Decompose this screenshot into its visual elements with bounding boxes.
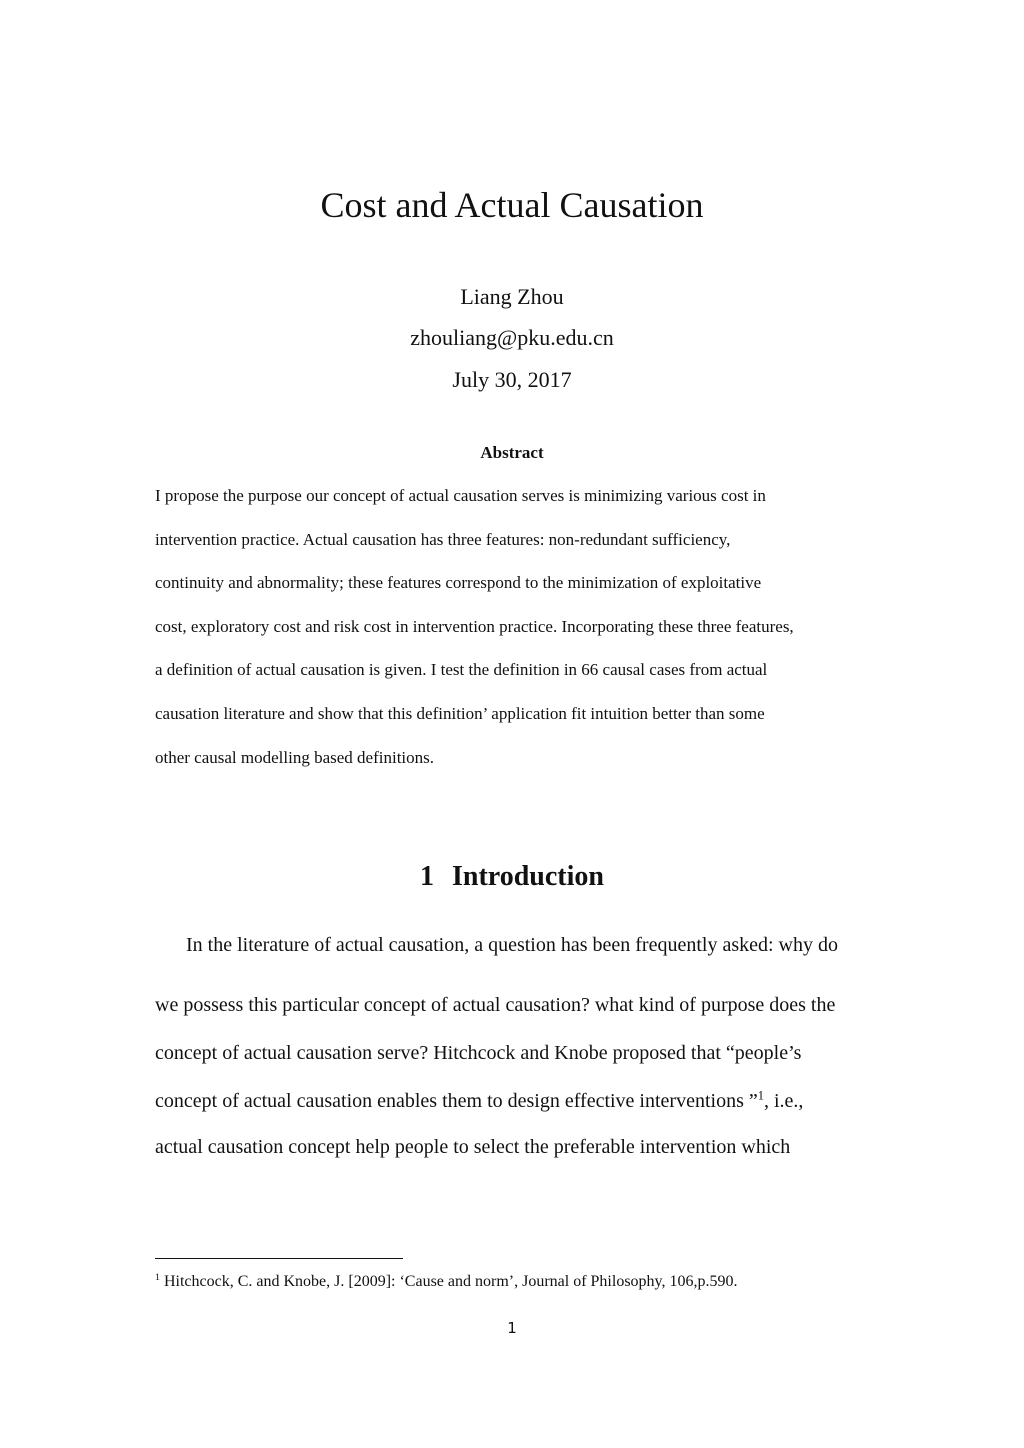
abstract-line: causation literature and show that this definition’ application fit intuition better than some	[155, 703, 765, 723]
intro-line-3: concept of actual causation serve? Hitchcock and Knobe proposed that “people’s	[155, 1042, 802, 1064]
footnote-marker: 1	[155, 1272, 160, 1284]
footnote-text: Hitchcock, C. and Knobe, J. [2009]: ‘Cause and norm’, Journal of Philosophy, 106,p.590.	[159, 1273, 738, 1290]
abstract-line: intervention practice. Actual causation has three features: non-redundant sufficiency,	[155, 529, 731, 549]
intro-line-5: actual causation concept help people to select the preferable intervention which	[155, 1136, 791, 1158]
intro-line-4-end: , i.e.,	[763, 1090, 804, 1112]
paper-title: Cost and Actual Causation	[320, 185, 704, 225]
abstract-line: other causal modelling based definitions.	[155, 747, 435, 767]
footnote-divider	[155, 1258, 403, 1259]
abstract-line: continuity and abnormality; these features correspond to the minimization of exploitative	[155, 573, 762, 593]
page-number: 1	[507, 1319, 517, 1337]
abstract-heading: Abstract	[480, 443, 544, 462]
intro-line-4-text: concept of actual causation enables them to design effective interventions ”	[155, 1090, 758, 1112]
abstract-line: a definition of actual causation is given. I test the definition in 66 causal cases from actual	[155, 660, 768, 680]
abstract-body	[155, 474, 885, 779]
author-email: zhouliang@pku.edu.cn	[410, 325, 614, 350]
section-heading-introduction	[0, 857, 1024, 897]
footnote-reference[interactable]: 1	[757, 1088, 764, 1103]
intro-line-1: In the literature of actual causation, a question has been frequently asked: why do	[186, 934, 838, 956]
intro-line-4	[155, 1087, 803, 1115]
author-name: Liang Zhou	[460, 284, 564, 309]
abstract-line: I propose the purpose our concept of actual causation serves is minimizing various cost in	[155, 486, 766, 505]
footnote	[155, 1270, 738, 1294]
section-number: 1	[420, 861, 435, 892]
section-title: Introduction	[452, 861, 604, 892]
abstract-line: cost, exploratory cost and risk cost in intervention practice. Incorporating these three features,	[155, 616, 794, 636]
paper-date: July 30, 2017	[452, 367, 572, 392]
intro-line-2: we possess this particular concept of actual causation? what kind of purpose does the	[155, 994, 836, 1016]
